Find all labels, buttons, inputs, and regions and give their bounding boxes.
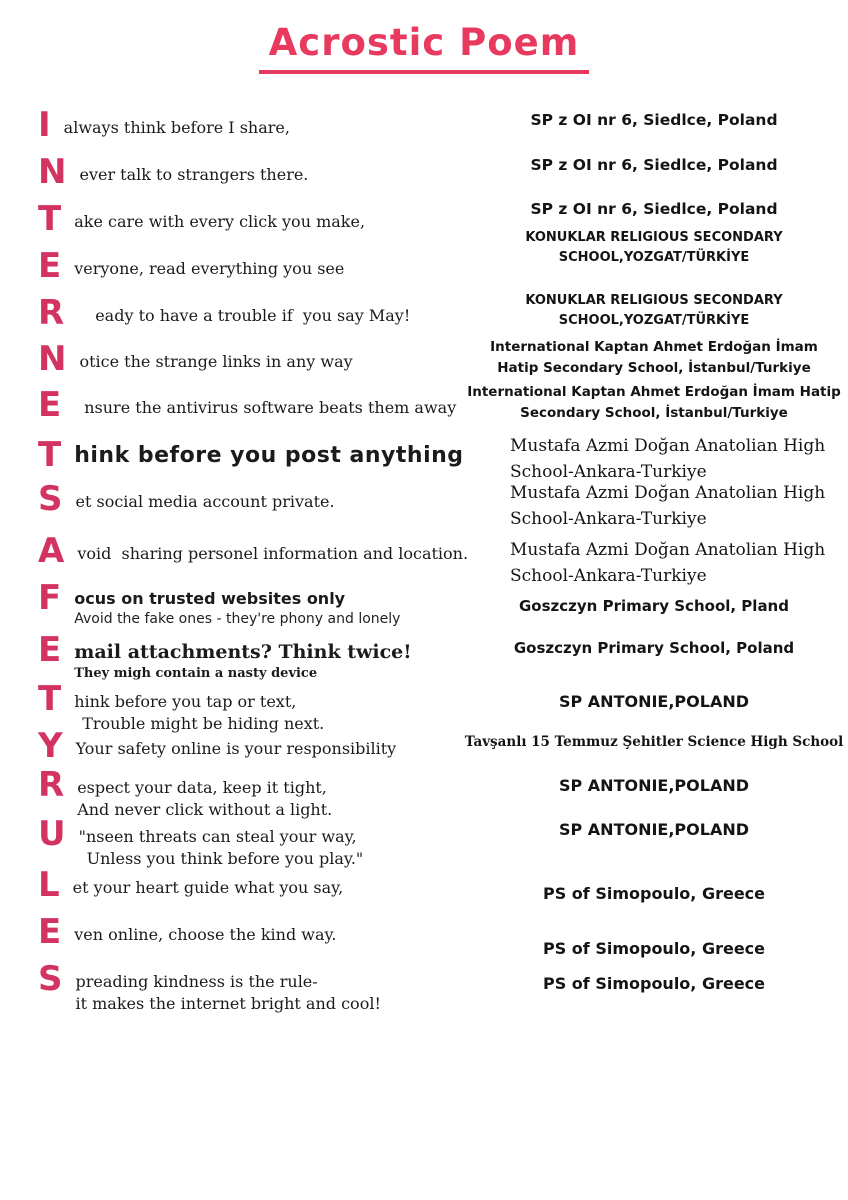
school-line: SP ANTONIE,POLAND [558,692,750,711]
school-line: SP ANTONIE,POLAND [558,776,750,795]
poem-line: "nseen threats can steal your way, [78,827,357,846]
acrostic-letter-1: I [38,105,51,145]
school-14 [448,734,848,752]
school-line: School-Ankara-Turkiye [510,566,707,586]
acrostic-letter-16: U [38,814,66,854]
poem-row-13 [38,679,325,735]
school-8 [448,433,848,485]
acrostic-letter-17: L [38,865,60,905]
school-line: School-Ankara-Turkiye [510,462,707,482]
school-line: School-Ankara-Turkiye [510,509,707,529]
acrostic-letter-19: S [38,959,63,999]
poem-row-19 [38,959,381,1015]
poem-line: otice the strange links in any way [79,352,353,371]
school-line: SP z OI nr 6, Siedlce, Poland [530,200,778,218]
school-4 [448,228,848,268]
poem-row-11 [38,578,401,629]
school-line: SP ANTONIE,POLAND [558,820,750,839]
poem-line: hink before you post anything [74,443,464,468]
school-5 [448,291,848,331]
school-line: SP z OI nr 6, Siedlce, Poland [530,156,778,174]
poem-line: it makes the internet bright and cool! [75,994,381,1013]
school-line: Goszczyn Primary School, Pland [519,597,789,615]
acrostic-letter-5: R [38,293,65,333]
poem-row-8 [38,435,464,475]
acrostic-letter-12: E [38,630,62,670]
acrostic-letter-18: E [38,912,62,952]
poem-line: ever talk to strangers there. [79,165,309,184]
school-line: KONUKLAR RELIGIOUS SECONDARY [525,293,783,308]
poem-row-7 [38,385,457,425]
school-6 [448,337,848,379]
acrostic-letter-10: A [38,531,65,571]
school-2 [448,156,848,175]
poem-row-10 [38,531,469,571]
school-line: SP z OI nr 6, Siedlce, Poland [530,111,778,129]
poem-line: And never click without a light. [77,800,333,819]
poem-line: mail attachments? Think twice! [74,641,412,663]
poem-row-2 [38,152,309,192]
school-15 [448,776,848,796]
poem-line: eady to have a trouble if you say May! [95,306,411,325]
school-line: SCHOOL,YOZGAT/TÜRKİYE [558,250,750,265]
poem-line: veryone, read everything you see [74,259,345,278]
school-line: Mustafa Azmi Doğan Anatolian High [510,483,826,503]
acrostic-letter-9: S [38,479,63,519]
school-line: Mustafa Azmi Doğan Anatolian High [510,540,826,560]
poem-line: ake care with every click you make, [74,212,366,231]
poem-line: nsure the antivirus software beats them away [84,398,457,417]
poem-line: et social media account private. [75,492,335,511]
school-11 [448,597,848,616]
school-18 [448,939,848,959]
poem-line: void sharing personel information and location. [77,544,469,563]
poem-line: They migh contain a nasty device [74,666,318,681]
school-line: PS of Simopoulo, Greece [542,884,766,903]
poem-line: Your safety online is your responsibility [75,739,397,758]
poem-row-15 [38,765,333,821]
school-line: KONUKLAR RELIGIOUS SECONDARY [525,230,783,245]
poem-line: Trouble might be hiding next. [82,714,325,733]
page-title: Acrostic Poem [259,22,590,74]
poem-row-4 [38,246,345,286]
school-17 [448,884,848,904]
poem-row-6 [38,339,353,379]
poem-line: Unless you think before you play." [86,849,364,868]
poem-row-14 [38,726,397,766]
school-line: Tavşanlı 15 Temmuz Şehitler Science High School [464,734,844,750]
school-7 [448,382,848,424]
poem-line: Avoid the fake ones - they're phony and lonely [74,611,401,627]
poem-row-17 [38,865,344,905]
acrostic-letter-14: Y [38,726,63,766]
poem-line: preading kindness is the rule- [75,972,318,991]
school-line: PS of Simopoulo, Greece [542,974,766,993]
poem-line: ocus on trusted websites only [74,589,346,608]
poem-line: et your heart guide what you say, [72,878,344,897]
poem-row-5 [38,293,411,333]
school-line: Secondary School, İstanbul/Turkiye [520,405,788,421]
title-wrap [0,22,848,74]
acrostic-letter-13: T [38,679,62,719]
acrostic-letter-7: E [38,385,62,425]
school-9 [448,480,848,532]
poem-line: hink before you tap or text, [74,692,297,711]
school-12 [448,639,848,658]
poem-row-3 [38,199,366,239]
poem-line: always think before I share, [63,118,290,137]
school-line: International Kaptan Ahmet Erdoğan İmam Hatip [467,384,841,400]
poem-row-9 [38,479,335,519]
poem-line: espect your data, keep it tight, [77,778,327,797]
school-line: SCHOOL,YOZGAT/TÜRKİYE [558,313,750,328]
acrostic-letter-4: E [38,246,62,286]
school-13 [448,692,848,712]
poem-line: ven online, choose the kind way. [74,925,337,944]
school-line: PS of Simopoulo, Greece [542,939,766,958]
school-line: Mustafa Azmi Doğan Anatolian High [510,436,826,456]
acrostic-letter-6: N [38,339,67,379]
acrostic-letter-8: T [38,435,62,475]
acrostic-letter-11: F [38,578,62,618]
school-16 [448,820,848,840]
poem-row-18 [38,912,337,952]
school-line: Goszczyn Primary School, Poland [513,639,795,657]
school-10 [448,537,848,589]
acrostic-letter-15: R [38,765,65,805]
acrostic-letter-2: N [38,152,67,192]
acrostic-letter-3: T [38,199,62,239]
school-line: Hatip Secondary School, İstanbul/Turkiye [497,360,811,376]
school-1 [448,111,848,130]
school-line: International Kaptan Ahmet Erdoğan İmam [490,339,818,355]
poem-row-1 [38,105,290,145]
school-3 [448,200,848,219]
poem-row-16 [38,814,364,870]
school-19 [448,974,848,994]
poem-row-12 [38,630,412,684]
